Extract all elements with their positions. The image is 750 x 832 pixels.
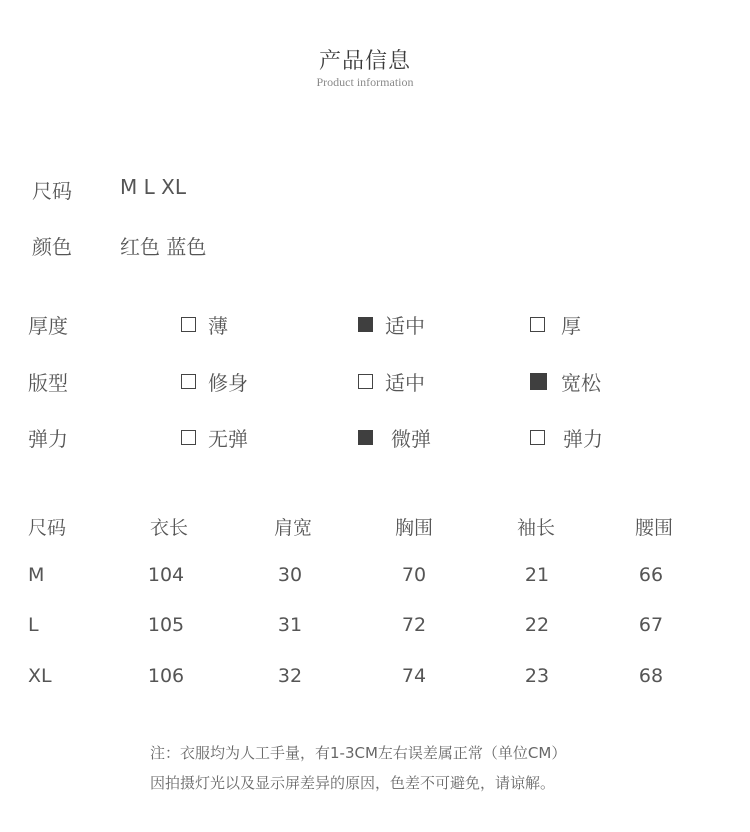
attr-label-fit: 版型	[28, 371, 68, 395]
attr-label-thickness: 厚度	[28, 314, 68, 338]
option-loose	[530, 367, 601, 396]
table-cell: 68	[638, 665, 664, 687]
table-header: 袖长	[516, 517, 555, 539]
option-regular-fit	[358, 367, 425, 396]
option-label: 无弹	[208, 427, 248, 451]
checkbox-icon	[181, 317, 196, 332]
page-subtitle: Product information	[316, 75, 414, 89]
table-cell: 72	[401, 614, 427, 636]
attr-label-elasticity: 弹力	[28, 427, 68, 451]
option-medium-thickness	[358, 310, 425, 339]
spec-label-color: 颜色	[32, 235, 72, 259]
table-cell: 105	[147, 614, 185, 636]
table-cell: 22	[524, 614, 550, 636]
table-header: 胸围	[394, 517, 433, 539]
checkbox-checked-icon	[358, 430, 373, 445]
table-cell: 67	[638, 614, 664, 636]
table-cell: 66	[638, 564, 664, 586]
checkbox-icon	[181, 374, 196, 389]
checkbox-checked-icon	[530, 373, 547, 390]
table-cell: 104	[147, 564, 185, 586]
table-header: 尺码	[28, 517, 67, 539]
spec-label-size: 尺码	[32, 179, 72, 203]
table-cell: 32	[277, 665, 303, 687]
table-cell: 23	[524, 665, 550, 687]
option-label: 适中	[385, 371, 425, 395]
table-cell: XL	[28, 665, 52, 687]
measurement-note: 注：衣服均为人工手量，有1-3CM左右误差属正常（单位CM）	[150, 744, 567, 762]
option-label: 微弹	[391, 427, 431, 451]
option-label: 宽松	[561, 371, 601, 395]
option-stretch	[530, 423, 603, 452]
checkbox-icon	[358, 374, 373, 389]
table-cell: 70	[401, 564, 427, 586]
table-cell: 30	[277, 564, 303, 586]
table-cell: 74	[401, 665, 427, 687]
option-label: 薄	[208, 314, 228, 338]
spec-value-color: 红色 蓝色	[120, 235, 207, 259]
option-label: 适中	[385, 314, 425, 338]
checkbox-checked-icon	[358, 317, 373, 332]
table-cell: M	[28, 564, 45, 586]
checkbox-icon	[530, 430, 545, 445]
option-thick	[530, 310, 581, 339]
table-header: 肩宽	[273, 517, 312, 539]
color-difference-note: 因拍摄灯光以及显示屏差异的原因，色差不可避免，请谅解。	[150, 774, 556, 792]
checkbox-icon	[181, 430, 196, 445]
option-slight-stretch	[358, 423, 431, 452]
table-header: 衣长	[149, 517, 188, 539]
table-cell: 106	[147, 665, 185, 687]
option-no-stretch	[181, 423, 248, 452]
spec-value-size: M L XL	[120, 175, 186, 199]
page-title: 产品信息	[318, 49, 411, 74]
table-cell: L	[28, 614, 39, 636]
option-label: 修身	[208, 371, 248, 395]
option-label: 弹力	[563, 427, 603, 451]
option-thin	[181, 310, 228, 339]
option-slim	[181, 367, 248, 396]
option-label: 厚	[561, 314, 581, 338]
table-cell: 31	[277, 614, 303, 636]
table-header: 腰围	[634, 517, 673, 539]
table-cell: 21	[524, 564, 550, 586]
checkbox-icon	[530, 317, 545, 332]
